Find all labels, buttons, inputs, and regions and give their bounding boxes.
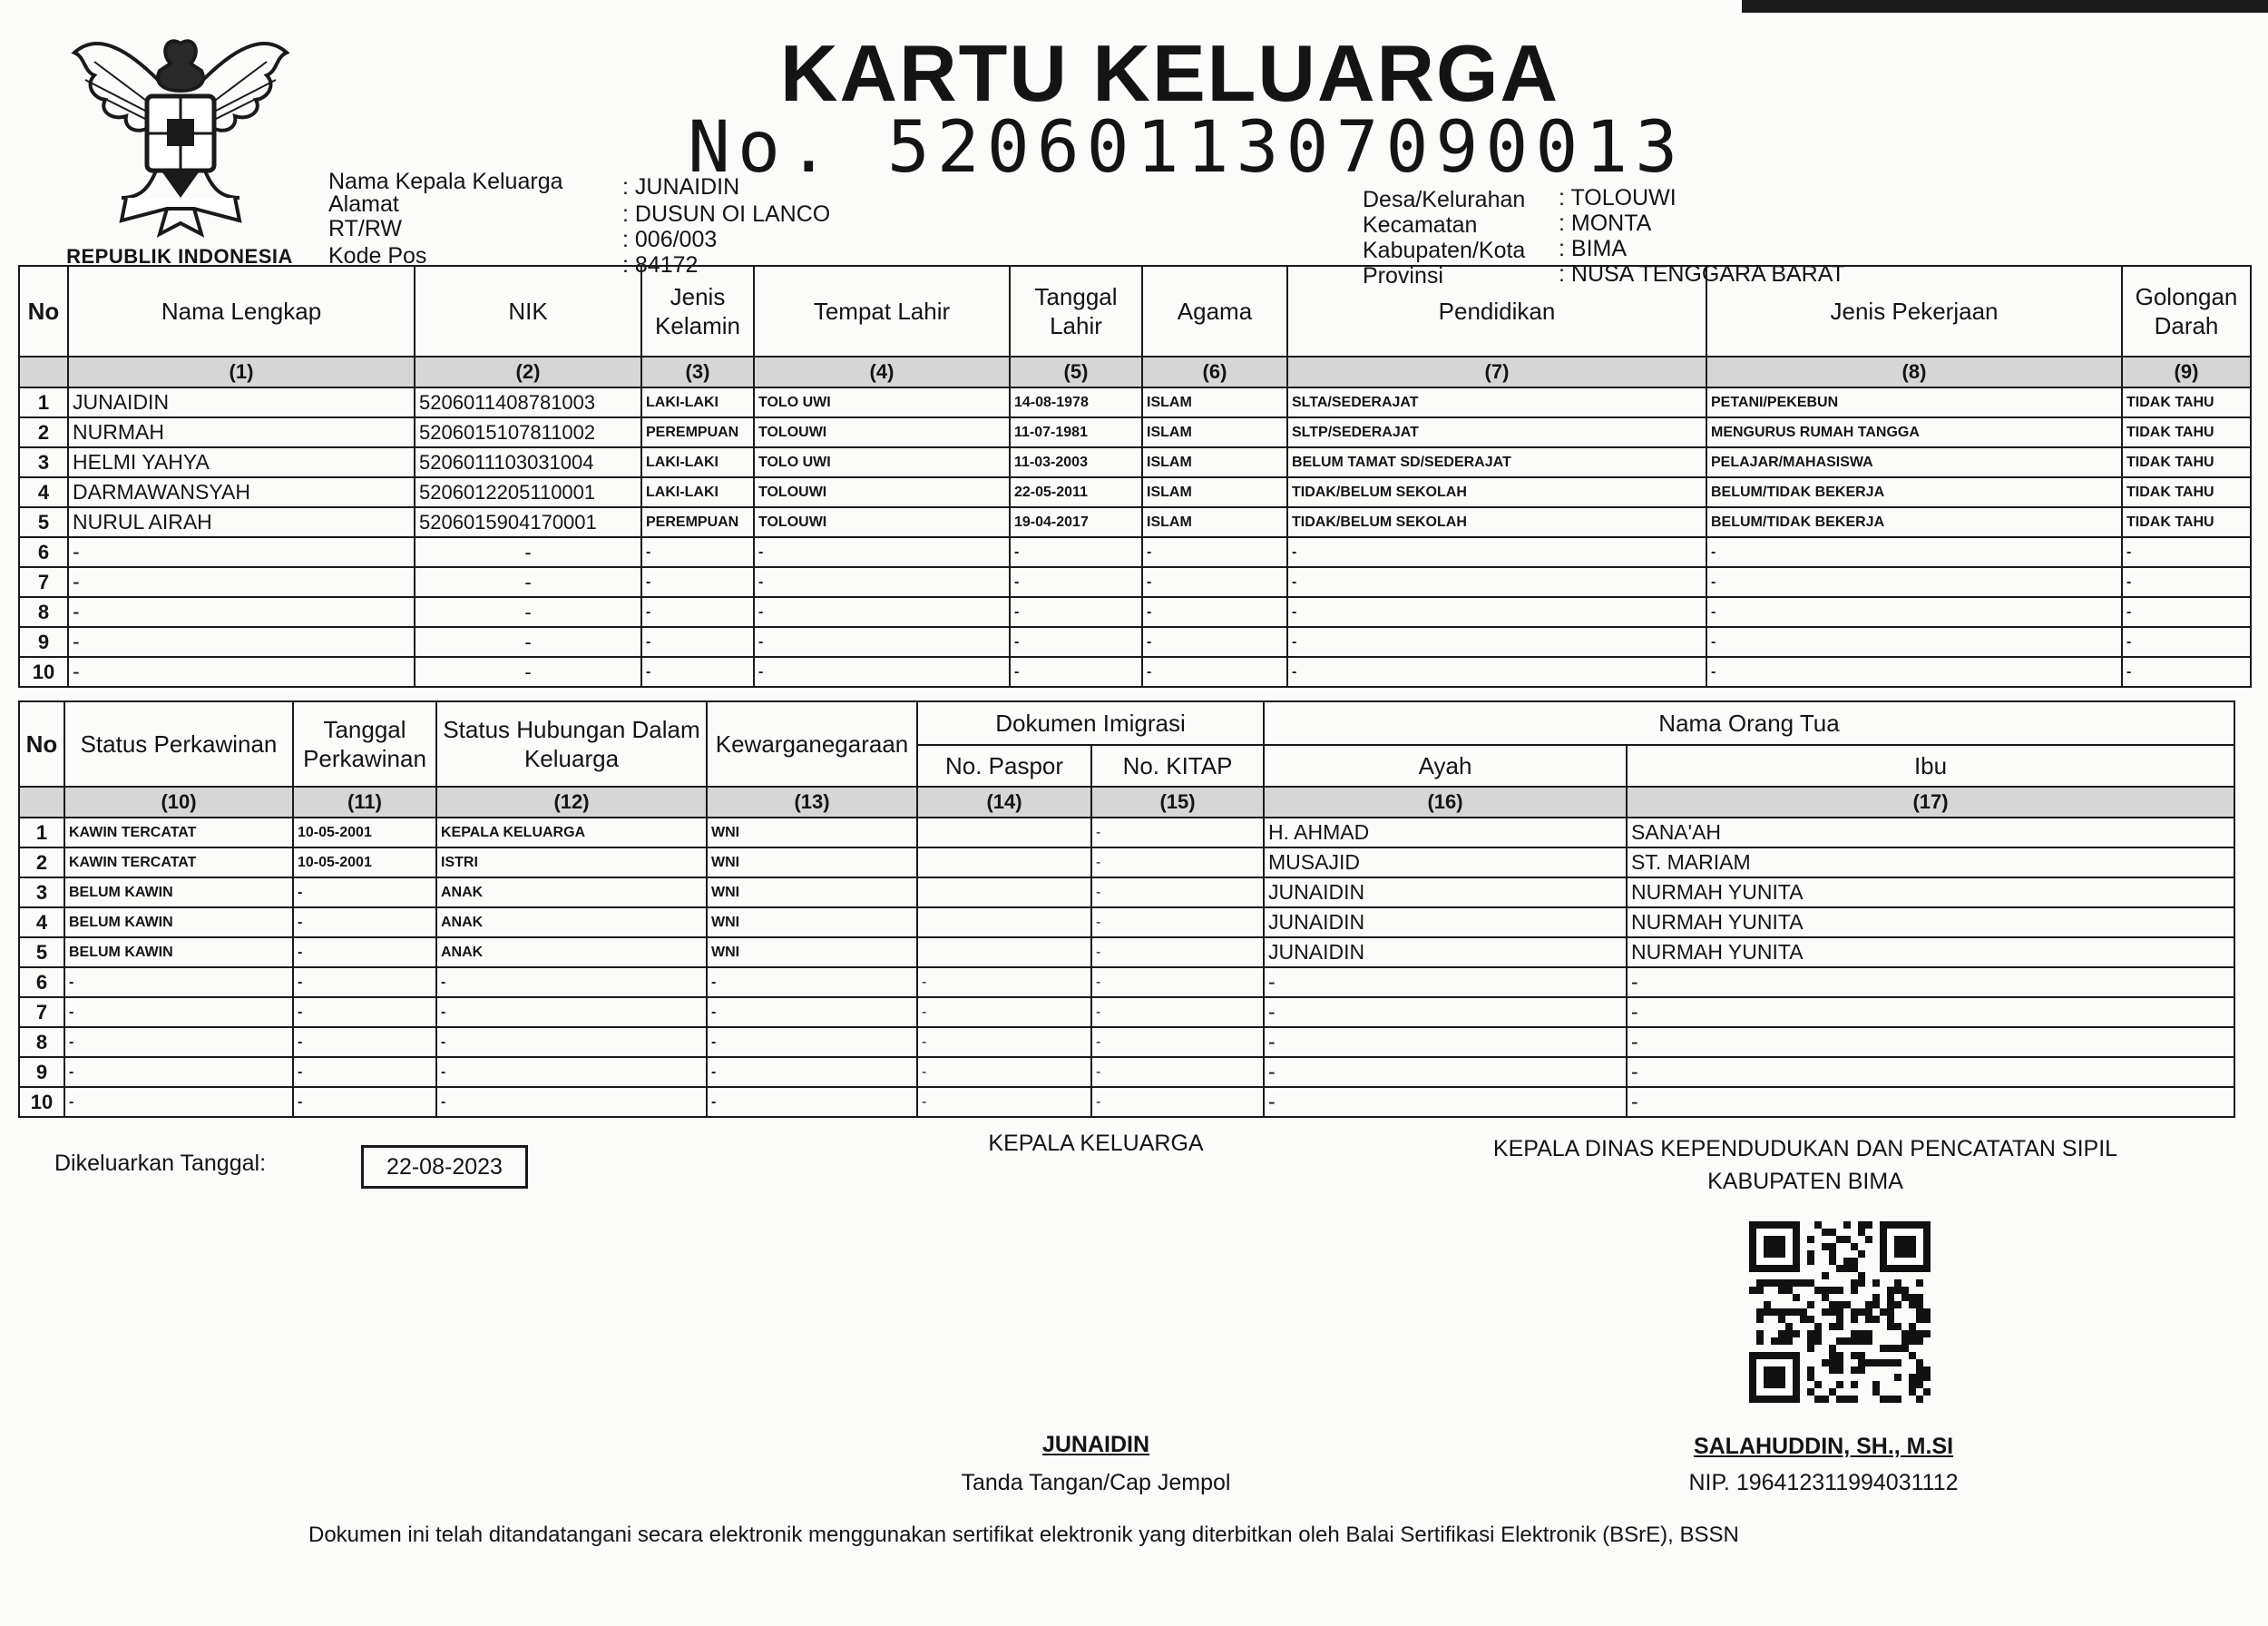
table-row	[19, 818, 2234, 847]
cell-no: 4	[19, 477, 68, 507]
cell-agama: ISLAM	[1142, 507, 1287, 537]
cell-kewarganegaraan: -	[707, 997, 917, 1027]
header-ayah: Ayah	[1264, 745, 1627, 787]
cell-ayah: MUSAJID	[1264, 847, 1627, 877]
cell-nik: -	[415, 537, 641, 567]
official-nip: NIP. 196412311994031112	[1688, 1470, 1959, 1495]
cell-agama: -	[1142, 597, 1287, 627]
cell-status-perkawinan: -	[64, 1057, 293, 1087]
cell-nama: -	[68, 537, 415, 567]
emblem-caption: REPUBLIK INDONESIA	[66, 245, 293, 268]
cell-ibu: -	[1627, 1027, 2234, 1057]
header-status-hubungan: Status Hubungan Dalam Keluarga	[436, 701, 707, 787]
cell-status-hubungan: -	[436, 967, 707, 997]
cell-status-hubungan: -	[436, 1057, 707, 1087]
header-nama-lengkap: Nama Lengkap	[68, 266, 415, 357]
cell-kewarganegaraan: WNI	[707, 877, 917, 907]
cell-nik: 5206012205110001	[415, 477, 641, 507]
cell-no: 3	[19, 877, 64, 907]
label-kepala-keluarga: Nama Kepala Keluarga	[328, 169, 563, 194]
table-row	[19, 507, 2251, 537]
label-rtrw: RT/RW	[328, 216, 403, 241]
cell-ayah: JUNAIDIN	[1264, 937, 1627, 967]
cell-nama: -	[68, 567, 415, 597]
header-no-paspor: No. Paspor	[917, 745, 1091, 787]
column-number: (14)	[917, 787, 1091, 818]
column-number: (12)	[436, 787, 707, 818]
label-kode-pos: Kode Pos	[328, 243, 427, 269]
header-dokumen-imigrasi: Dokumen Imigrasi	[917, 701, 1264, 745]
cell-ayah: JUNAIDIN	[1264, 907, 1627, 937]
cell-ibu: NURMAH YUNITA	[1627, 937, 2234, 967]
cell-status-perkawinan: BELUM KAWIN	[64, 877, 293, 907]
header-no: No	[19, 701, 64, 787]
cell-nik: 5206011408781003	[415, 387, 641, 417]
cell-jenis-kelamin: -	[641, 567, 754, 597]
cell-ibu: -	[1627, 997, 2234, 1027]
header-tanggal-perkawinan: Tanggal Perkawinan	[293, 701, 436, 787]
cell-golongan-darah: TIDAK TAHU	[2122, 387, 2251, 417]
cell-golongan-darah: -	[2122, 537, 2251, 567]
cell-golongan-darah: -	[2122, 627, 2251, 657]
cell-status-hubungan: -	[436, 1087, 707, 1117]
table-row	[19, 877, 2234, 907]
column-number: (3)	[641, 357, 754, 387]
table-row	[19, 997, 2234, 1027]
label-provinsi: Provinsi	[1363, 263, 1443, 289]
cell-tanggal-perkawinan: 10-05-2001	[293, 818, 436, 847]
cell-ibu: -	[1627, 1087, 2234, 1117]
cell-pekerjaan: BELUM/TIDAK BEKERJA	[1706, 477, 2122, 507]
table-row	[19, 417, 2251, 447]
cell-no-paspor	[917, 847, 1091, 877]
cell-kewarganegaraan: -	[707, 1027, 917, 1057]
cell-tanggal-lahir: -	[1010, 567, 1142, 597]
cell-jenis-kelamin: PEREMPUAN	[641, 507, 754, 537]
column-number: (7)	[1287, 357, 1706, 387]
value-kecamatan: : MONTA	[1559, 211, 1652, 236]
cell-status-hubungan: ANAK	[436, 907, 707, 937]
cell-no-kitap: -	[1091, 1027, 1264, 1057]
cell-ayah: -	[1264, 997, 1627, 1027]
column-number: (4)	[754, 357, 1010, 387]
cell-no: 9	[19, 627, 68, 657]
cell-no-paspor: -	[917, 997, 1091, 1027]
cell-pendidikan: SLTP/SEDERAJAT	[1287, 417, 1706, 447]
cell-pekerjaan: -	[1706, 537, 2122, 567]
cell-no-paspor: -	[917, 1087, 1091, 1117]
cell-tanggal-perkawinan: -	[293, 1027, 436, 1057]
issued-date-value: 22-08-2023	[361, 1145, 528, 1189]
cell-no: 8	[19, 597, 68, 627]
column-number	[19, 787, 64, 818]
cell-status-perkawinan: -	[64, 1027, 293, 1057]
status-table	[18, 700, 2235, 1118]
cell-pendidikan: SLTA/SEDERAJAT	[1287, 387, 1706, 417]
value-kabupaten: : BIMA	[1559, 236, 1628, 261]
cell-pendidikan: -	[1287, 627, 1706, 657]
cell-nik: 5206015107811002	[415, 417, 641, 447]
cell-no: 1	[19, 818, 64, 847]
cell-nik: 5206011103031004	[415, 447, 641, 477]
cell-jenis-kelamin: LAKI-LAKI	[641, 447, 754, 477]
cell-no-paspor	[917, 818, 1091, 847]
label-alamat: Alamat	[328, 191, 399, 217]
cell-tempat-lahir: -	[754, 597, 1010, 627]
cell-pekerjaan: -	[1706, 567, 2122, 597]
header-no: No	[19, 266, 68, 357]
cell-pekerjaan: BELUM/TIDAK BEKERJA	[1706, 507, 2122, 537]
cell-golongan-darah: -	[2122, 657, 2251, 687]
cell-pendidikan: TIDAK/BELUM SEKOLAH	[1287, 507, 1706, 537]
header-no-kitap: No. KITAP	[1091, 745, 1264, 787]
cell-kewarganegaraan: WNI	[707, 818, 917, 847]
cell-agama: -	[1142, 567, 1287, 597]
header-golongan-darah: Golongan Darah	[2122, 266, 2251, 357]
cell-ayah: -	[1264, 1057, 1627, 1087]
cell-status-perkawinan: -	[64, 997, 293, 1027]
cell-status-hubungan: ANAK	[436, 937, 707, 967]
value-desa: : TOLOUWI	[1559, 185, 1677, 211]
cell-no-paspor	[917, 907, 1091, 937]
cell-jenis-kelamin: PEREMPUAN	[641, 417, 754, 447]
column-number: (2)	[415, 357, 641, 387]
header-tanggal-lahir: Tanggal Lahir	[1010, 266, 1142, 357]
qr-code-icon	[1749, 1221, 1931, 1403]
head-of-family-title: KEPALA KELUARGA	[988, 1131, 1204, 1156]
cell-no: 8	[19, 1027, 64, 1057]
label-kecamatan: Kecamatan	[1363, 212, 1478, 238]
cell-tempat-lahir: -	[754, 537, 1010, 567]
cell-tanggal-perkawinan: -	[293, 937, 436, 967]
cell-no: 10	[19, 657, 68, 687]
cell-pendidikan: -	[1287, 537, 1706, 567]
cell-no-kitap: -	[1091, 818, 1264, 847]
header-status-perkawinan: Status Perkawinan	[64, 701, 293, 787]
label-desa: Desa/Kelurahan	[1363, 187, 1526, 212]
value-kepala-keluarga: : JUNAIDIN	[622, 174, 740, 200]
cell-ayah: -	[1264, 1087, 1627, 1117]
official-name: SALAHUDDIN, SH., M.SI	[1693, 1434, 1954, 1459]
cell-no-kitap: -	[1091, 1087, 1264, 1117]
document-title: KARTU KELUARGA	[780, 28, 1560, 118]
cell-no-kitap: -	[1091, 847, 1264, 877]
table-row	[19, 847, 2234, 877]
header-pendidikan: Pendidikan	[1287, 266, 1706, 357]
cell-agama: -	[1142, 537, 1287, 567]
cell-no-kitap: -	[1091, 997, 1264, 1027]
signature-caption: Tanda Tangan/Cap Jempol	[961, 1470, 1231, 1495]
cell-no: 9	[19, 1057, 64, 1087]
cell-agama: ISLAM	[1142, 387, 1287, 417]
header-agama: Agama	[1142, 266, 1287, 357]
column-number-row	[19, 357, 2251, 387]
scan-edge	[1742, 0, 2268, 13]
cell-no: 5	[19, 937, 64, 967]
header-nik: NIK	[415, 266, 641, 357]
cell-status-perkawinan: KAWIN TERCATAT	[64, 847, 293, 877]
column-number: (13)	[707, 787, 917, 818]
cell-nama: DARMAWANSYAH	[68, 477, 415, 507]
cell-no-kitap: -	[1091, 1057, 1264, 1087]
cell-no: 3	[19, 447, 68, 477]
cell-golongan-darah: TIDAK TAHU	[2122, 507, 2251, 537]
cell-status-perkawinan: BELUM KAWIN	[64, 907, 293, 937]
column-number: (10)	[64, 787, 293, 818]
cell-tempat-lahir: -	[754, 627, 1010, 657]
cell-tanggal-lahir: -	[1010, 627, 1142, 657]
table-row	[19, 627, 2251, 657]
table-row	[19, 1027, 2234, 1057]
header-tempat-lahir: Tempat Lahir	[754, 266, 1010, 357]
cell-agama: -	[1142, 657, 1287, 687]
cell-no: 7	[19, 567, 68, 597]
office-regency: KABUPATEN BIMA	[1707, 1169, 1903, 1194]
cell-tanggal-lahir: 11-07-1981	[1010, 417, 1142, 447]
column-number: (17)	[1627, 787, 2234, 818]
cell-nik: -	[415, 657, 641, 687]
cell-tanggal-lahir: -	[1010, 597, 1142, 627]
cell-ayah: -	[1264, 967, 1627, 997]
column-number: (11)	[293, 787, 436, 818]
table-row	[19, 567, 2251, 597]
cell-no-paspor	[917, 877, 1091, 907]
cell-tanggal-perkawinan: -	[293, 877, 436, 907]
table-row	[19, 387, 2251, 417]
cell-nama: HELMI YAHYA	[68, 447, 415, 477]
cell-status-perkawinan: -	[64, 1087, 293, 1117]
column-number: (15)	[1091, 787, 1264, 818]
cell-no-kitap: -	[1091, 967, 1264, 997]
cell-agama: ISLAM	[1142, 477, 1287, 507]
cell-no: 5	[19, 507, 68, 537]
cell-tanggal-perkawinan: -	[293, 997, 436, 1027]
header-jenis-pekerjaan: Jenis Pekerjaan	[1706, 266, 2122, 357]
cell-ibu: SANA'AH	[1627, 818, 2234, 847]
cell-pekerjaan: PETANI/PEKEBUN	[1706, 387, 2122, 417]
table-row	[19, 537, 2251, 567]
cell-pekerjaan: -	[1706, 627, 2122, 657]
cell-nama: NURMAH	[68, 417, 415, 447]
cell-kewarganegaraan: WNI	[707, 847, 917, 877]
table-row	[19, 597, 2251, 627]
cell-no: 1	[19, 387, 68, 417]
cell-jenis-kelamin: -	[641, 657, 754, 687]
cell-ibu: -	[1627, 967, 2234, 997]
column-number-row	[19, 787, 2234, 818]
cell-nama: -	[68, 627, 415, 657]
value-kode-pos: : 84172	[622, 252, 699, 278]
cell-status-hubungan: KEPALA KELUARGA	[436, 818, 707, 847]
cell-status-hubungan: ANAK	[436, 877, 707, 907]
cell-jenis-kelamin: LAKI-LAKI	[641, 387, 754, 417]
cell-tanggal-lahir: 19-04-2017	[1010, 507, 1142, 537]
members-table	[18, 265, 2252, 688]
office-title: KEPALA DINAS KEPENDUDUKAN DAN PENCATATAN SIPIL	[1492, 1136, 2118, 1161]
column-number: (9)	[2122, 357, 2251, 387]
cell-no: 4	[19, 907, 64, 937]
garuda-emblem-icon	[58, 16, 303, 243]
cell-status-hubungan: -	[436, 1027, 707, 1057]
cell-no: 10	[19, 1087, 64, 1117]
cell-tempat-lahir: -	[754, 567, 1010, 597]
cell-nama: NURUL AIRAH	[68, 507, 415, 537]
cell-no-paspor	[917, 937, 1091, 967]
cell-nik: -	[415, 567, 641, 597]
cell-golongan-darah: TIDAK TAHU	[2122, 417, 2251, 447]
cell-ibu: ST. MARIAM	[1627, 847, 2234, 877]
cell-no: 7	[19, 997, 64, 1027]
cell-ayah: JUNAIDIN	[1264, 877, 1627, 907]
cell-kewarganegaraan: WNI	[707, 937, 917, 967]
cell-no: 2	[19, 417, 68, 447]
cell-status-hubungan: -	[436, 997, 707, 1027]
cell-no: 6	[19, 537, 68, 567]
cell-golongan-darah: -	[2122, 597, 2251, 627]
table-row	[19, 1057, 2234, 1087]
cell-no: 2	[19, 847, 64, 877]
table-row	[19, 967, 2234, 997]
cell-golongan-darah: TIDAK TAHU	[2122, 447, 2251, 477]
cell-ibu: -	[1627, 1057, 2234, 1087]
cell-kewarganegaraan: -	[707, 1087, 917, 1117]
cell-nama: -	[68, 657, 415, 687]
cell-no-kitap: -	[1091, 907, 1264, 937]
cell-tanggal-perkawinan: -	[293, 1087, 436, 1117]
cell-kewarganegaraan: WNI	[707, 907, 917, 937]
cell-pendidikan: -	[1287, 597, 1706, 627]
cell-tempat-lahir: TOLO UWI	[754, 447, 1010, 477]
cell-ibu: NURMAH YUNITA	[1627, 907, 2234, 937]
header-nama-orang-tua: Nama Orang Tua	[1264, 701, 2234, 745]
cell-jenis-kelamin: LAKI-LAKI	[641, 477, 754, 507]
cell-status-perkawinan: KAWIN TERCATAT	[64, 818, 293, 847]
cell-status-hubungan: ISTRI	[436, 847, 707, 877]
column-number: (1)	[68, 357, 415, 387]
column-number	[19, 357, 68, 387]
header-kewarganegaraan: Kewarganegaraan	[707, 701, 917, 787]
cell-pekerjaan: MENGURUS RUMAH TANGGA	[1706, 417, 2122, 447]
cell-nama: -	[68, 597, 415, 627]
cell-nik: 5206015904170001	[415, 507, 641, 537]
table-row	[19, 1087, 2234, 1117]
cell-no-paspor: -	[917, 1027, 1091, 1057]
cell-pekerjaan: PELAJAR/MAHASISWA	[1706, 447, 2122, 477]
cell-kewarganegaraan: -	[707, 967, 917, 997]
cell-no-paspor: -	[917, 1057, 1091, 1087]
table-row	[19, 937, 2234, 967]
cell-nik: -	[415, 597, 641, 627]
table-row	[19, 657, 2251, 687]
cell-ayah: -	[1264, 1027, 1627, 1057]
cell-pendidikan: BELUM TAMAT SD/SEDERAJAT	[1287, 447, 1706, 477]
cell-tanggal-perkawinan: -	[293, 907, 436, 937]
cell-tanggal-lahir: -	[1010, 657, 1142, 687]
cell-tempat-lahir: TOLO UWI	[754, 387, 1010, 417]
column-number: (8)	[1706, 357, 2122, 387]
electronic-signature-note: Dokumen ini telah ditandatangani secara elektronik menggunakan sertifikat elektronik yang diterbitkan oleh Balai Sertifikasi Elektronik (BSrE), BSSN	[308, 1523, 1739, 1547]
cell-pendidikan: TIDAK/BELUM SEKOLAH	[1287, 477, 1706, 507]
cell-ibu: NURMAH YUNITA	[1627, 877, 2234, 907]
cell-nama: JUNAIDIN	[68, 387, 415, 417]
column-number: (6)	[1142, 357, 1287, 387]
cell-tanggal-perkawinan: -	[293, 967, 436, 997]
cell-pendidikan: -	[1287, 657, 1706, 687]
cell-golongan-darah: -	[2122, 567, 2251, 597]
cell-jenis-kelamin: -	[641, 627, 754, 657]
cell-tempat-lahir: TOLOUWI	[754, 477, 1010, 507]
column-number: (16)	[1264, 787, 1627, 818]
cell-status-perkawinan: -	[64, 967, 293, 997]
cell-agama: ISLAM	[1142, 447, 1287, 477]
cell-tanggal-lahir: 11-03-2003	[1010, 447, 1142, 477]
cell-tanggal-lahir: 14-08-1978	[1010, 387, 1142, 417]
cell-no-kitap: -	[1091, 937, 1264, 967]
header-jenis-kelamin: Jenis Kelamin	[641, 266, 754, 357]
cell-tempat-lahir: TOLOUWI	[754, 417, 1010, 447]
cell-kewarganegaraan: -	[707, 1057, 917, 1087]
table-row	[19, 907, 2234, 937]
cell-jenis-kelamin: -	[641, 597, 754, 627]
cell-nik: -	[415, 627, 641, 657]
document-number: No. 5206011307090013	[688, 107, 1686, 189]
cell-tanggal-perkawinan: -	[293, 1057, 436, 1087]
cell-tempat-lahir: -	[754, 657, 1010, 687]
header-ibu: Ibu	[1627, 745, 2234, 787]
cell-status-perkawinan: BELUM KAWIN	[64, 937, 293, 967]
table-row	[19, 477, 2251, 507]
value-alamat: : DUSUN OI LANCO	[622, 201, 831, 227]
cell-tanggal-perkawinan: 10-05-2001	[293, 847, 436, 877]
head-of-family-name: JUNAIDIN	[1041, 1432, 1150, 1457]
cell-no-kitap: -	[1091, 877, 1264, 907]
value-rtrw: : 006/003	[622, 227, 718, 252]
cell-no: 6	[19, 967, 64, 997]
cell-jenis-kelamin: -	[641, 537, 754, 567]
cell-pekerjaan: -	[1706, 597, 2122, 627]
cell-agama: -	[1142, 627, 1287, 657]
issued-date-label: Dikeluarkan Tanggal:	[54, 1151, 267, 1176]
cell-ayah: H. AHMAD	[1264, 818, 1627, 847]
cell-agama: ISLAM	[1142, 417, 1287, 447]
cell-pekerjaan: -	[1706, 657, 2122, 687]
cell-tempat-lahir: TOLOUWI	[754, 507, 1010, 537]
label-kabupaten: Kabupaten/Kota	[1363, 238, 1526, 263]
cell-pendidikan: -	[1287, 567, 1706, 597]
value-provinsi: : NUSA TENGGARA BARAT	[1559, 261, 1845, 287]
cell-tanggal-lahir: 22-05-2011	[1010, 477, 1142, 507]
table-row	[19, 447, 2251, 477]
cell-golongan-darah: TIDAK TAHU	[2122, 477, 2251, 507]
column-number: (5)	[1010, 357, 1142, 387]
cell-tanggal-lahir: -	[1010, 537, 1142, 567]
cell-no-paspor: -	[917, 967, 1091, 997]
